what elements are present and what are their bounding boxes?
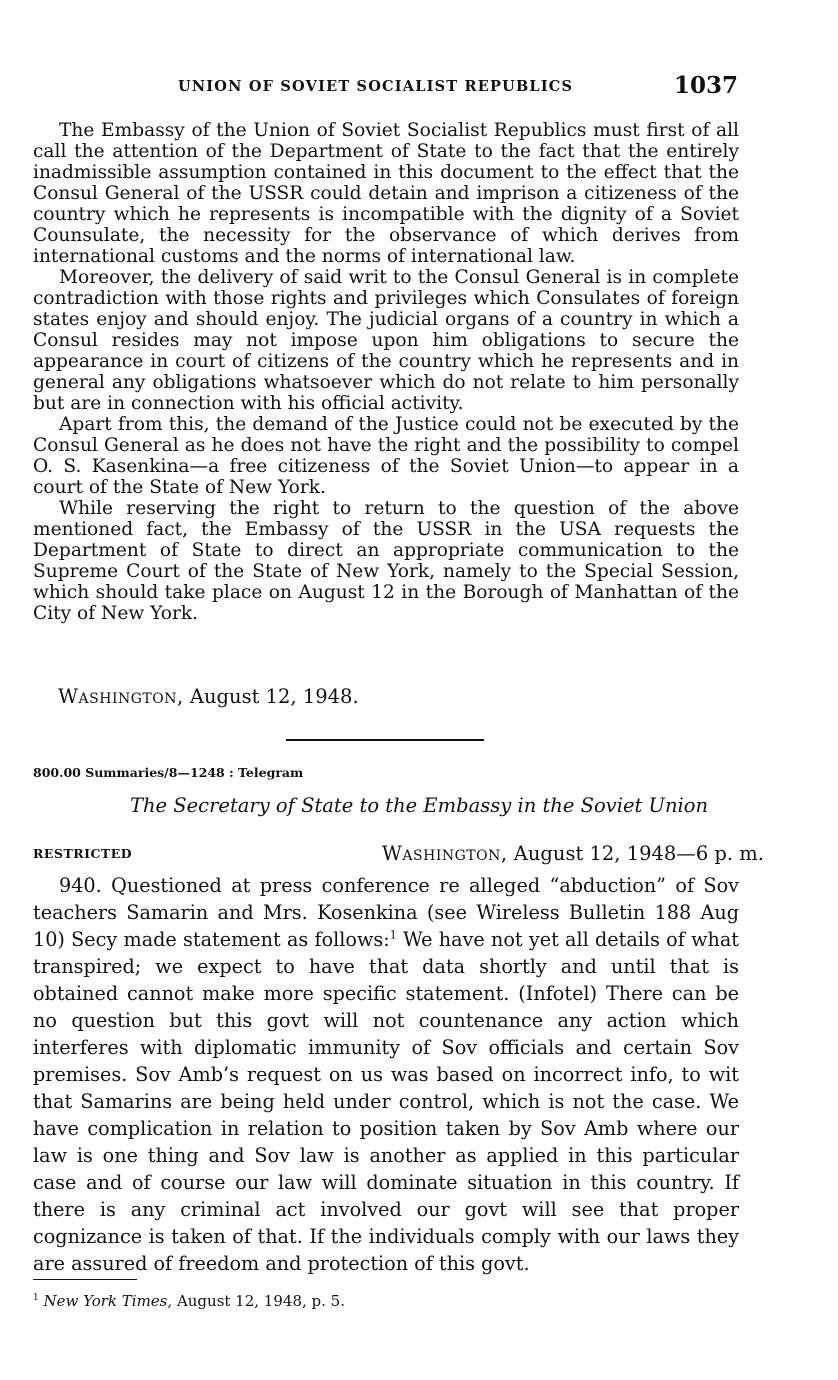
letter-paragraph: While reserving the right to return to the question of the above mentioned fact, the Embassy of the USSR in the USA requests the Department of State to direct an appropriate communication to the Supreme Court of the State of New York, namely to the Special Session, which should take place on August 12 in the Borough of Manhattan of the City of New York. bbox=[33, 498, 739, 624]
classification-label: RESTRICTED bbox=[33, 846, 133, 861]
embassy-letter-text bbox=[33, 120, 739, 624]
file-reference: 800.00 Summaries/8—1248 : Telegram bbox=[33, 765, 304, 780]
telegram-text bbox=[33, 872, 739, 1277]
letter-paragraph: The Embassy of the Union of Soviet Socialist Republics must first of all call the attention of the Department of State to the fact that the entirely inadmissible assumption contained in this document to the effect that the Consul General of the USSR could detain and imprison a citizeness of the country which he represents is incompatible with the dignity of a Soviet Counsulate, the necessity for the observance of which derives from international customs and the norms of international law. bbox=[33, 120, 739, 267]
page-number: 1037 bbox=[673, 72, 738, 99]
footnote-reference[interactable]: 1 bbox=[389, 928, 397, 942]
telegram-dateline-place: Washington, bbox=[381, 842, 508, 865]
letter-paragraph: Moreover, the delivery of said writ to the Consul General is in complete contradiction with those rights and privileges which Consulates of foreign states enjoy and should enjoy. The judicial organs of a country in which a Consul resides may not impose upon him obligations to secure the appearance in court of citizens of the country which he represents and in general any obligations whatsoever which do not relate to him personally but are in connection with his official activity. bbox=[33, 267, 739, 414]
telegram-body-start: 940. Questioned at press conference re alleged “abduction” of Sov teachers Samarin and Mrs. Kosenkina (see Wireless Bulletin 188 Aug 10) Secy made statement as follows: bbox=[33, 874, 739, 951]
telegram-body-rest: We have not yet all details of what transpired; we expect to have that data shortly and until that is obtained cannot make more specific statement. (Infotel) There can be no question but this govt will not countenance any action which interferes with diplomatic immunity of Sov officials and certain Sov premises. Sov Amb’s request on us was based on incorrect info, to wit that Samarins are being held under control, which is not the case. We have complication in relation to position taken by Sov Amb where our law is one thing and Sov law is another as applied in this particular case and of course our law will dominate situation in this country. If there is any criminal act involved our govt will see that proper cognizance is taken of that. If the individuals comply with our laws they are assured of freedom and protection of this govt. bbox=[33, 928, 739, 1275]
letter-dateline bbox=[58, 685, 359, 708]
footnote-citation: August 12, 1948, p. 5. bbox=[176, 1292, 345, 1310]
telegram-dateline-date: August 12, 1948—6 p. m. bbox=[513, 842, 764, 865]
running-title: UNION OF SOVIET SOCIALIST REPUBLICS bbox=[178, 78, 574, 95]
dateline-date: August 12, 1948. bbox=[189, 685, 359, 708]
running-head bbox=[40, 74, 738, 104]
dateline-place: Washington, bbox=[58, 685, 184, 708]
letter-paragraph: Apart from this, the demand of the Justice could not be executed by the Consul General as he does not have the right and the possibility to compel O. S. Kasenkina—a free citizeness of the Soviet Union—to appear in a court of the State of New York. bbox=[33, 414, 739, 498]
telegram-dateline bbox=[382, 842, 764, 865]
telegram-heading: The Secretary of State to the Embassy in the Soviet Union bbox=[129, 794, 709, 817]
footnote bbox=[33, 1292, 345, 1310]
footnote-source: New York Times, bbox=[43, 1292, 173, 1310]
footnote-number: 1 bbox=[33, 1293, 39, 1303]
footnote-rule bbox=[33, 1279, 137, 1280]
section-divider bbox=[286, 739, 484, 741]
telegram-paragraph bbox=[33, 872, 739, 1277]
